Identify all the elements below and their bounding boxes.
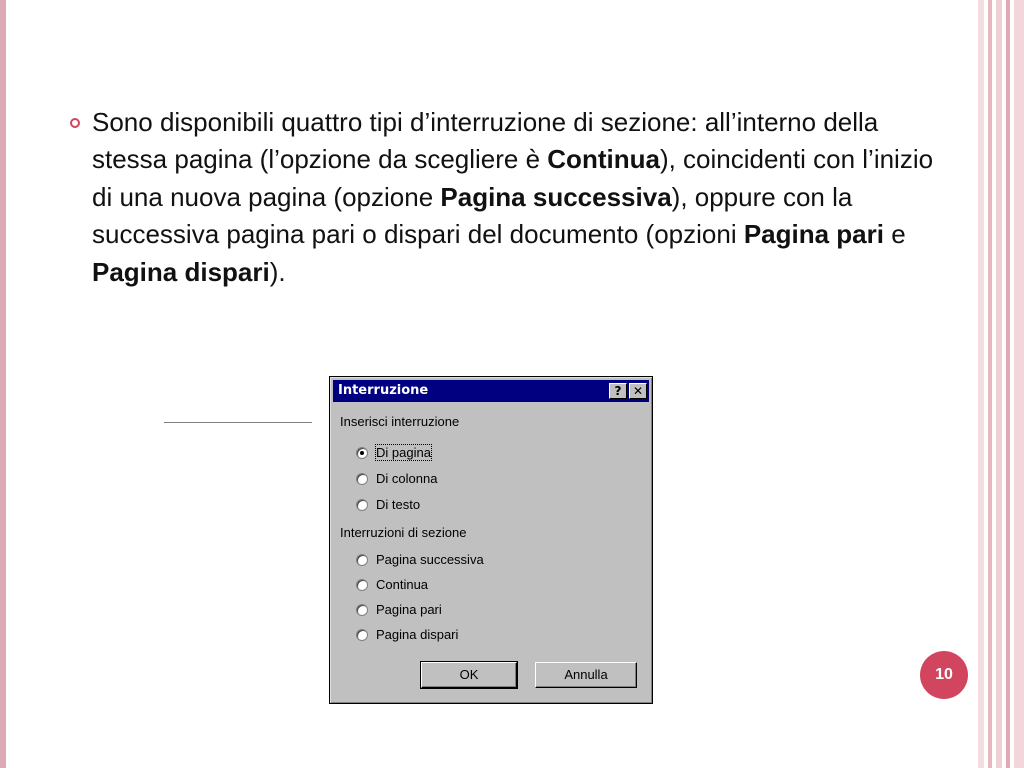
help-button[interactable]: ? [609, 383, 627, 399]
cancel-button[interactable]: Annulla [535, 662, 637, 688]
slide-left-border [0, 0, 6, 768]
radio-button[interactable] [356, 629, 368, 641]
right-border-stripe [1014, 0, 1024, 768]
bold-pagina-dispari: Pagina dispari [92, 256, 270, 287]
text-segment: Sono disponibili quattro tipi d’interruzione di sezione: all’interno della stessa pagina (l’opzione da scegliere è [92, 107, 879, 175]
radio-button[interactable] [356, 473, 368, 485]
slide-body-text [92, 104, 952, 291]
right-border-stripe [996, 0, 1002, 768]
bullet-icon [70, 118, 80, 128]
right-border-stripe [978, 0, 984, 768]
group-label-inserisci: Inserisci interruzione [340, 414, 460, 429]
group-label-sezione: Interruzioni di sezione [340, 525, 467, 540]
radio-button-checked[interactable] [356, 447, 368, 459]
text-segment: ), oppure con la successiva pagina pari o dispari del documento (opzioni [92, 181, 853, 250]
radio-button[interactable] [356, 499, 368, 511]
radio-label: Pagina successiva [376, 552, 484, 567]
bold-pagina-pari: Pagina pari [743, 219, 884, 250]
dialog-title: Interruzione [338, 383, 429, 398]
ok-button[interactable]: OK [421, 662, 517, 688]
bold-pagina-successiva: Pagina successiva [440, 181, 672, 212]
text-segment: e [883, 219, 906, 250]
radio-label: Di pagina [376, 445, 431, 460]
radio-label: Di testo [376, 497, 421, 512]
text-segment: ), coincidenti con l’inizio di una nuova pagina (opzione [92, 144, 934, 212]
close-button[interactable]: ✕ [629, 383, 647, 399]
radio-label: Continua [376, 577, 429, 592]
radio-button[interactable] [356, 554, 368, 566]
bold-continua: Continua [547, 144, 660, 175]
radio-button[interactable] [356, 604, 368, 616]
right-border-stripe [988, 0, 992, 768]
page-number-badge: 10 [920, 651, 968, 699]
group-divider [164, 422, 312, 424]
radio-label: Pagina dispari [376, 627, 459, 642]
radio-label: Pagina pari [376, 602, 442, 617]
text-segment: ). [269, 256, 286, 287]
right-border-stripe [1006, 0, 1010, 768]
dialog-titlebar[interactable] [333, 380, 649, 402]
radio-label: Di colonna [376, 471, 438, 486]
radio-button[interactable] [356, 579, 368, 591]
